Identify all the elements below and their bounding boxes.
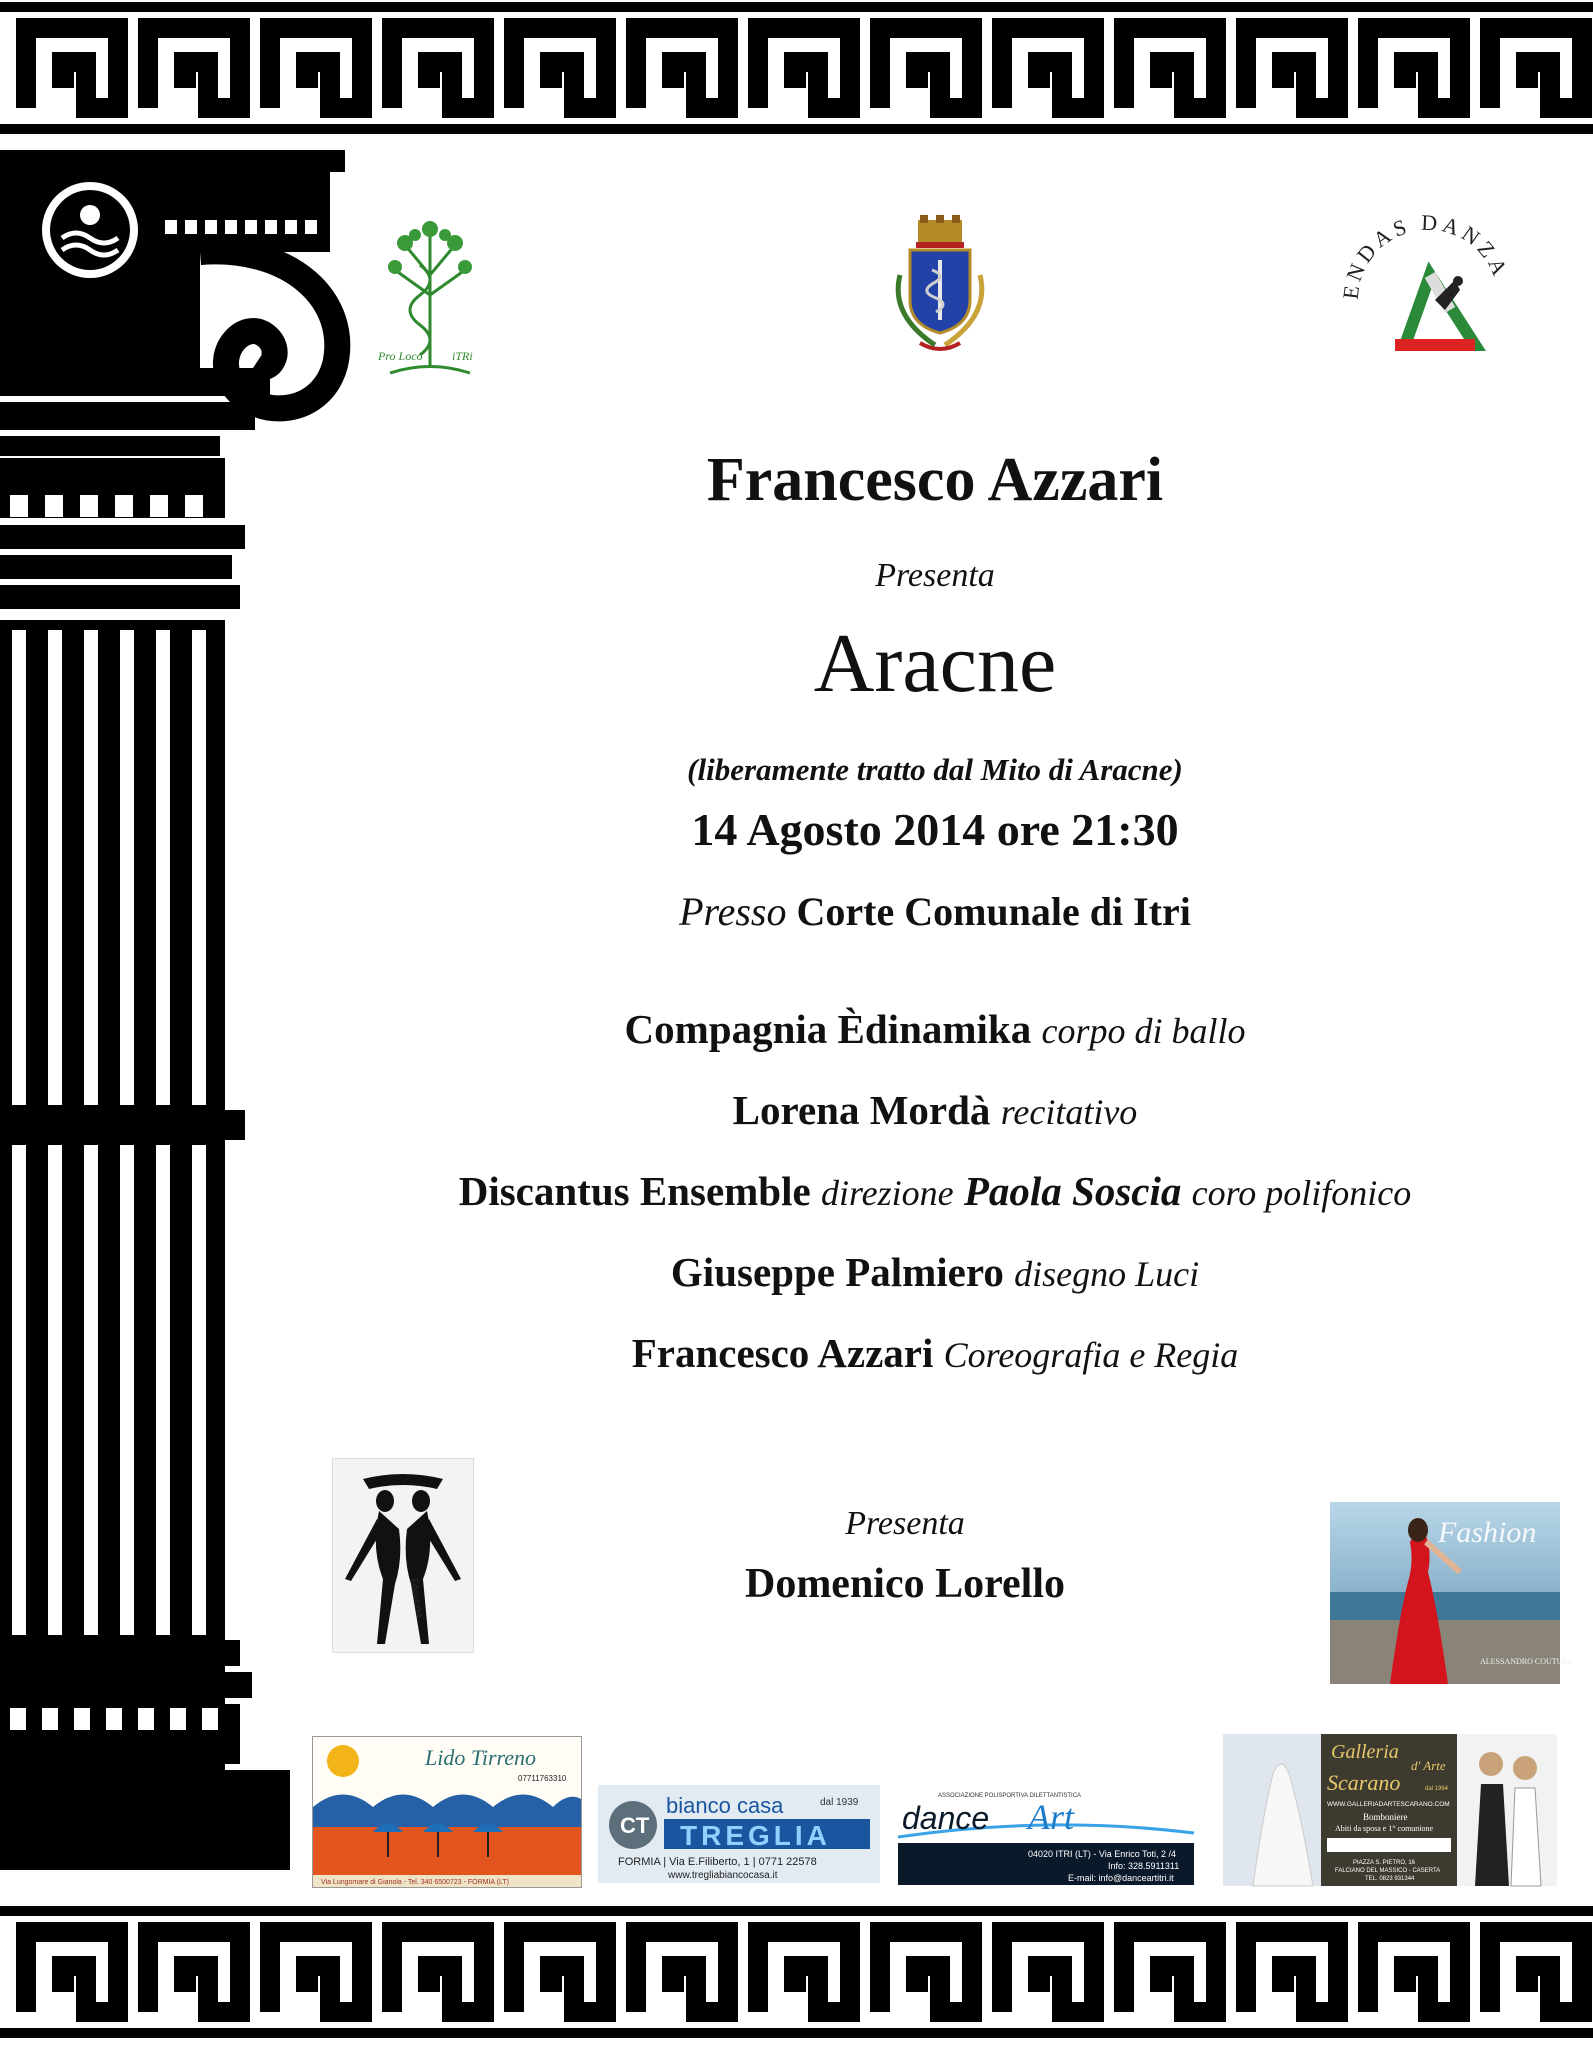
endas-danza-logo <box>1340 205 1515 365</box>
comune-itri-coat-of-arms <box>880 215 1000 365</box>
galleria-address2: FALCIANO DEL MASSICO - CASERTA <box>1335 1868 1441 1874</box>
galleria-web: WWW.GALLERIADARTESCARANO.COM <box>1327 1801 1450 1808</box>
credit-role: disegno Luci <box>1014 1254 1200 1294</box>
fashion-credit: ALESSANDRO COUTURE <box>1480 1657 1573 1666</box>
svg-text:CT: CT <box>620 1813 650 1838</box>
galleria-name3: Scarano <box>1327 1770 1401 1795</box>
credit-name: Discantus Ensemble <box>458 1168 811 1214</box>
dance-name2: Art <box>1028 1797 1075 1837</box>
aracne-signature: Édinamika <box>409 1577 426 1618</box>
credit-role: recitativo <box>1000 1092 1138 1132</box>
sponsor-bianco-casa-treglia <box>598 1785 880 1883</box>
greek-key-border-bottom <box>0 1904 1593 2040</box>
credit-line <box>280 1086 1590 1134</box>
bianco-since: dal 1939 <box>820 1797 859 1808</box>
galleria-line2: Abiti da sposa e 1° comunione <box>1335 1824 1434 1833</box>
credit-line <box>280 1329 1590 1377</box>
dance-name1: dance <box>902 1800 990 1836</box>
sponsor-dance-art <box>898 1785 1194 1885</box>
lido-phone: 07711763310 <box>518 1774 567 1783</box>
galleria-name1: Galleria <box>1331 1741 1399 1763</box>
dance-info: Info: 328.5911311 <box>1108 1861 1180 1871</box>
bianco-name1: bianco casa <box>666 1793 784 1818</box>
galleria-name2: d' Arte <box>1411 1758 1446 1773</box>
event-date: 14 Agosto 2014 ore 21:30 <box>691 804 1179 855</box>
show-subtitle: (liberamente tratto dal Mito di Aracne) <box>687 752 1183 787</box>
venue-name: Corte Comunale di Itri <box>796 889 1191 934</box>
credit-role-choir: coro polifonico <box>1191 1173 1412 1213</box>
credit-role: Coreografia e Regia <box>943 1335 1239 1375</box>
itri-text: iTRi <box>452 349 473 363</box>
credit-role: direzione <box>820 1173 954 1213</box>
event-venue <box>280 888 1590 935</box>
fashion-model-photo <box>1330 1502 1573 1684</box>
second-presenter-name: Domenico Lorello <box>744 1561 1065 1607</box>
bianco-name2: TREGLIA <box>680 1820 831 1851</box>
dance-email: E-mail: info@danceartitri.it <box>1068 1873 1174 1883</box>
credit-name: Compagnia Èdinamika <box>624 1006 1032 1052</box>
dance-address: 04020 ITRI (LT) - Via Enrico Toti, 2 /4 <box>1028 1849 1177 1859</box>
pro-loco-text: Pro Loco <box>378 349 423 363</box>
bianco-web: www.tregliabiancocasa.it <box>668 1870 778 1881</box>
aracne-silhouette-image <box>332 1458 474 1653</box>
dance-assoc: ASSOCIAZIONE POLISPORTIVA DILETTANTISTICA <box>938 1793 1082 1799</box>
bianco-address: FORMIA | Via E.Filiberto, 1 | 0771 22578 <box>618 1856 817 1868</box>
credit-name: Giuseppe Palmiero <box>670 1249 1004 1295</box>
show-title: Aracne <box>813 617 1057 710</box>
sponsor-lido-tirreno <box>312 1736 582 1888</box>
credit-name-director: Paola Soscia <box>963 1168 1182 1214</box>
galleria-line1: Bomboniere <box>1363 1812 1408 1822</box>
credit-line <box>280 1167 1590 1215</box>
venue-prefix: Presso <box>679 889 787 934</box>
galleria-address1: PIAZZA S. PIETRO, 16 <box>1353 1860 1416 1866</box>
presenter-name: Francesco Azzari <box>706 446 1164 514</box>
credit-role: corpo di ballo <box>1041 1011 1246 1051</box>
pro-loco-itri-logo <box>370 215 490 385</box>
galleria-phone: TEL. 0823 931344 <box>1365 1876 1415 1882</box>
credit-name: Lorena Mordà <box>732 1087 991 1133</box>
credit-name: Francesco Azzari <box>631 1330 934 1376</box>
lido-name: Lido Tirreno <box>425 1745 537 1770</box>
credit-line <box>280 1248 1590 1296</box>
credit-line <box>280 1005 1590 1053</box>
presenta-label-2: Presenta <box>845 1505 965 1542</box>
endas-danza-text: ENDAS DANZA <box>1340 209 1515 301</box>
lido-address: Via Lungomare di Gianola - Tel. 340 6500723 - FORMIA (LT) <box>321 1879 509 1886</box>
presenta-label: Presenta <box>875 557 995 594</box>
fashion-signature: Fashion <box>1438 1516 1537 1549</box>
sponsor-galleria-arte-scarano <box>1223 1734 1557 1886</box>
galleria-since: dal 1964 <box>1425 1786 1449 1792</box>
greek-key-border-top <box>0 0 1593 136</box>
